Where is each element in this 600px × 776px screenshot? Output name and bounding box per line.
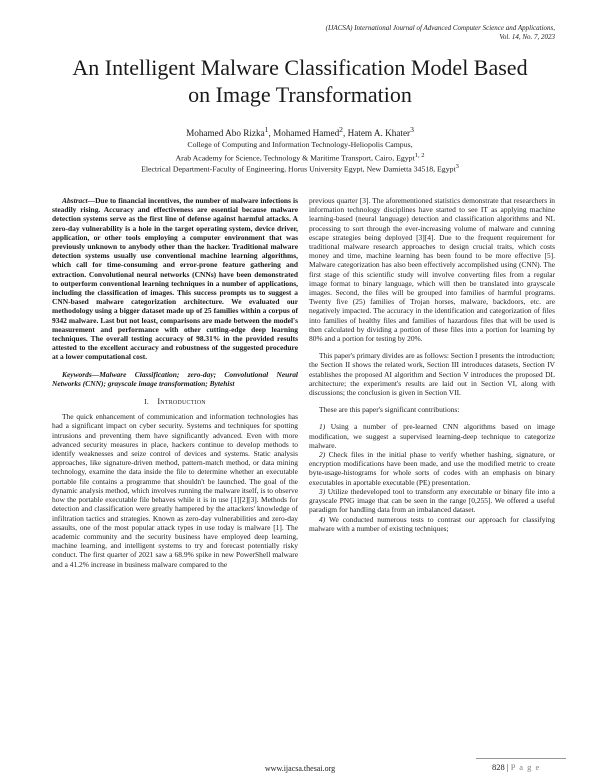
section-heading-introduction (52, 397, 298, 406)
intro-paragraph-3: This paper's primary divides are as follows: Section I presents the introduction; the Section II shows the related work, Section III introduces datasets, Section IV establishes the proposed AI algorithm and Section V introduces the proposed DL architecture; the experiment's results are laid out in Section VI, along with discussions; the conclusion is given in Section VII. (309, 351, 555, 398)
page-word: P a g e (510, 762, 541, 772)
affiliation-line-3 (40, 162, 560, 175)
paper-title-line1: An Intelligent Malware Classification Model Based (72, 55, 528, 80)
author-3-sup: 3 (410, 125, 414, 134)
journal-website: www.ijacsa.thesai.org (264, 764, 336, 773)
right-column (309, 196, 555, 533)
page-number-separator: | (504, 762, 511, 772)
paper-title (40, 54, 560, 108)
journal-header-line1: (IJACSA) International Journal of Advanced Computer Science and Applications, (325, 24, 555, 32)
contribution-text: Check files in the initial phase to verify whether hashing, signature, or encryption modifications have been made, and use the modified metric to create byte-usage-histograms for whole sorts of codes with an emphasis on binary executables in aportable executable (PE) presentation. (309, 450, 555, 487)
intro-paragraph-1: The quick enhancement of communication and information technologies has had a significant impact on cyber security. Systems and techniques for spotting intrusions and preventing them have significantly advanced. Even with more advanced security measures in place, hackers continue to develop methods to identify weaknesses and seize control of devices and systems. Static analysis approaches, like signature-driven method, pattern-match method, or data mining technology, examine the data inside the file to determine whether an executable portable file contains a programme that shouldn't be launched. The goal of the dynamic analysis method, which involves running the malware itself, is to observe how the portable executable file behaves while it is in use [1][2][3]. Methods for detection and classification were greatly hampered by the attackers' knowledge of infiltration tactics and strategies. Known as zero-day vulnerabilities and zero-day assaults, one of the most popular attack types in use today is malware [1]. The academic community and the security business have employed deep learning, machine learning, and intelligent systems to try and forecast potentially risky conduct. The first quarter of 2021 saw a 68.9% spike in new PowerShell malware and a 41.2% increase in business malware compared to the (52, 412, 299, 569)
intro-paragraph-4: These are this paper's significant contributions: (319, 405, 460, 415)
contribution-number: 2) (319, 450, 326, 460)
contribution-item (309, 450, 555, 487)
section-number: I. (144, 397, 149, 407)
author-1: Mohamed Abo Rizka (186, 128, 265, 139)
author-2: , Mohamed Hamed (268, 128, 340, 139)
author-1-sup: 1 (264, 125, 269, 134)
contribution-item (309, 515, 555, 533)
contribution-item (309, 487, 555, 515)
abstract (52, 196, 298, 362)
keywords: Keywords—Malware Classification; zero-day; Convolutional Neural Networks (CNN); grayscale image transformation; Bytehist (52, 369, 298, 388)
affiliation-line-3-sup: 3 (455, 163, 459, 170)
paper-title-line2: on Image Transformation (188, 82, 412, 107)
contribution-text: Utilize thedeveloped tool to transform any executable or binary file into a grayscale PNG image that can be seen in the range [0,255]. We offered a useful paradigm for handling data from an imbalanced dataset. (309, 486, 555, 515)
author-list (40, 124, 560, 139)
page-number-value: 828 (492, 762, 505, 772)
contribution-number: 1) (319, 422, 326, 432)
abstract-label: Abstract (62, 196, 88, 205)
affiliation-line-2-text: Arab Academy for Science, Technology & Maritime Transport, Cairo, Egypt (175, 153, 415, 163)
intro-paragraph-2: previous quarter [3]. The aforementioned statistics demonstrate that researchers in information technology disciplines have started to see IT as applying machine learning-based (neural language) detection and classification algorithms and NL processing to sort through the ever-increasing volume of malware and cunning escape strategies being deployed [3][4]. Due to the frequent requirement for traditional malware research approaches to design crucial traits, which costs money and time, machine learning has been found to be more effective [5]. Malware categorization has also been effectively accomplished using (CNN). The first stage of this scientific study will involve converting files from a regular image format to binary language, which will then be translated into grayscale images. Second, the files will be grouped into families of harmful programs. Twenty five (25) families of Trojan horses, malware, backdoors, etc. are negatively impacted. The accuracy in the identification and categorization of files into families of healthy files and families of hazardous files that will be used is then calculated by dividing a portion of these files into a portion for learning by 80% and a portion for testing by 20%. (309, 196, 555, 344)
left-column (52, 196, 298, 569)
contribution-item (309, 422, 555, 450)
section-title: Introduction (157, 397, 206, 407)
contribution-text: We conducted numerous tests to contrast our approach for classifying malware with a number of existing techniques; (309, 514, 555, 533)
abstract-text: —Due to financial incentives, the number of malware infections is steadily rising. Accuracy and effectiveness are essential because malware detection systems serve as the first line of defense against harmful attacks. A zero-day vulnerability is a hole in the target operating system, device driver, application, or other tools employing a computer environment that was previously unknown to anybody other than the hacker. Traditional malware detection systems usually use conventional machine learning algorithms, which call for time-consuming and error-prone feature gathering and extraction. Convolutional neural networks (CNNs) have been demonstrated to outperform conventional learning techniques in a number of applications, including the classification of images. This success prompts us to suggest a CNN-based malware categorization architecture. We evaluated our methodology using a bigger dataset made up of 25 families within a corpus of 9342 malware. Last but not least, comparisons are made between the model's measurement and performance with other cutting-edge deep learning techniques. The overall testing accuracy of 98.31% in the provided results attested to the excellent accuracy and robustness of the suggested procedure at a lower computational cost. (52, 196, 298, 362)
author-3: , Hatem A. Khater (343, 128, 411, 139)
affiliation-line-3-text: Electrical Department-Faculty of Engineering, Horus University Egypt, New Damietta 34518, Egypt (141, 164, 456, 174)
footer-divider (476, 758, 566, 759)
author-2-sup: 2 (339, 125, 343, 134)
affiliation-line-2-sup: 1, 2 (414, 152, 425, 159)
contribution-number: 3) (319, 486, 326, 496)
journal-header-line2: Vol. 14, No. 7, 2023 (499, 33, 555, 41)
contribution-text: Using a number of pre-learned CNN algorithms based on image modification, we suggest a supervised learning-deep technique to categorize malware. (309, 422, 555, 450)
journal-header (215, 24, 555, 42)
affiliation-line-1: College of Computing and Information Technology-Heliopolis Campus, (187, 140, 413, 149)
contribution-number: 4) (319, 514, 326, 524)
